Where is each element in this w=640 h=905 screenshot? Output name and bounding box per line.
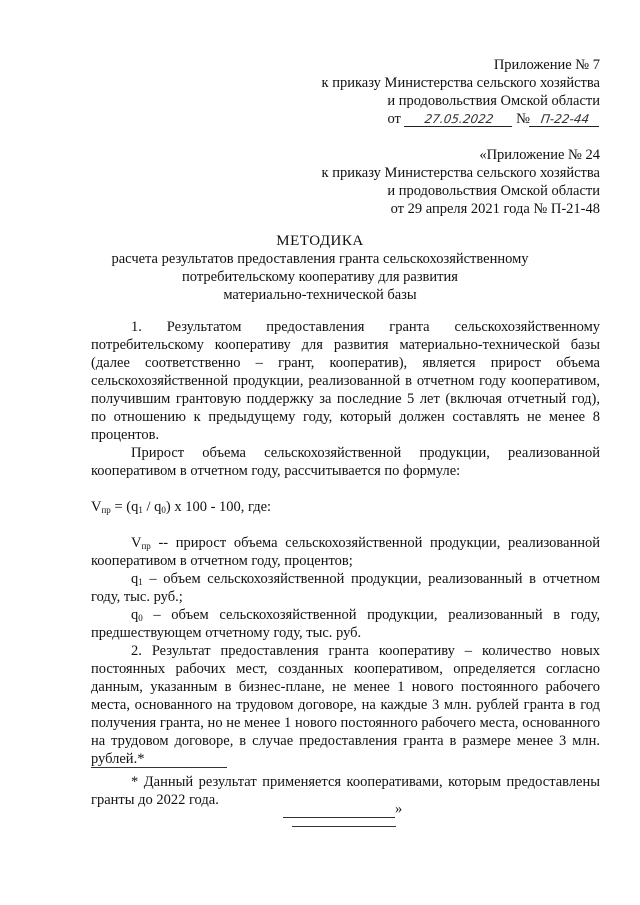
- formula-q1-sub: 1: [138, 505, 143, 515]
- paragraph-2: Прирост объема сельскохозяйственной продукции, реализованной кооперативом в отчетном году, рассчитывается по формуле:: [91, 445, 600, 479]
- formula-div: / q: [142, 499, 162, 515]
- bottom-separator: [292, 826, 396, 827]
- title-line-3: материально-технической базы: [223, 287, 417, 303]
- def-q0-text: – объем сельскохозяйственной продукции, реализованный в году, предшествующем отчетному году, тыс. руб.: [91, 607, 600, 641]
- annex-header-previous: [240, 146, 600, 218]
- def-q1-sub: 1: [138, 577, 143, 587]
- document-title: [0, 232, 640, 304]
- formula-q0-sub: 0: [161, 505, 166, 515]
- footnote-separator: [91, 767, 227, 768]
- annex-header-current: [240, 56, 600, 128]
- formula-rest: ) x 100 - 100, где:: [165, 499, 272, 515]
- prev-annex-ministry: к приказу Министерства сельского хозяйства: [321, 165, 600, 181]
- handwritten-date: 27.05.2022: [403, 112, 513, 127]
- def-v-sub: пр: [141, 541, 151, 551]
- from-label: от: [387, 111, 401, 127]
- closing-quote: »: [395, 801, 403, 817]
- title-line-2: потребительскому кооперативу для развития: [182, 269, 458, 285]
- annex-number: Приложение № 7: [493, 57, 600, 73]
- formula-v-sub: пр: [101, 505, 111, 515]
- definition-q0: [91, 606, 600, 642]
- def-v-symbol: V: [131, 535, 142, 551]
- prev-annex-number: «Приложение № 24: [479, 147, 600, 163]
- prev-annex-region: и продовольствия Омской области: [387, 183, 600, 199]
- annex-order-region: и продовольствия Омской области: [387, 93, 600, 109]
- formula: [91, 498, 600, 516]
- def-q0-symbol: q: [131, 607, 139, 623]
- closing-line: [283, 800, 403, 818]
- footnote-text: * Данный результат применяется кооперативами, которым предоставлены гранты до 2022 года.: [91, 774, 600, 808]
- def-q1-text: – объем сельскохозяйственной продукции, реализованный в отчетном году, тыс. руб.;: [91, 571, 600, 605]
- title-main: МЕТОДИКА: [276, 233, 364, 249]
- def-q1-symbol: q: [131, 571, 139, 587]
- document-body: [91, 318, 600, 768]
- closing-underline: [283, 803, 395, 818]
- definition-q1: [91, 570, 600, 606]
- annex-order-date-line: [240, 110, 600, 128]
- paragraph-3: 2. Результат предоставления гранта кооперативу – количество новых постоянных рабочих мест, созданных кооперативом, определяется согласно данным, указанным в бизнес-плане, не менее 1 нового постоянного рабочего места, основанного на трудовом договоре, на каждые 3 млн. рублей гранта в год получения гранта, но не менее 1 нового постоянного рабочего места, основанного на трудовом договоре, в случае предоставления гранта в размере менее 3 млн. рублей.*: [91, 643, 600, 767]
- annex-order-ministry: к приказу Министерства сельского хозяйства: [321, 75, 600, 91]
- formula-eq: = (q: [110, 499, 139, 515]
- prev-annex-date: от 29 апреля 2021 года № П-21-48: [390, 201, 600, 217]
- def-q0-sub: 0: [138, 613, 143, 623]
- paragraph-1: 1. Результатом предоставления гранта сельскохозяйственному потребительскому кооперативу для развития материально-технической базы (далее соответственно – грант, кооператив), является прирост объема сельскохозяйственной продукции, реализованной в отчетном году кооперативом, получившим грантовую поддержку за последние 5 лет (включая отчетный год), по отношению к предыдущему году, который должен составлять не менее 8 процентов.: [91, 319, 600, 443]
- formula-v: V: [91, 499, 102, 515]
- title-line-1: расчета результатов предоставления гранта сельскохозяйственному: [111, 251, 529, 267]
- def-v-text: -- прирост объема сельскохозяйственной продукции, реализованной кооперативом в отчетном году, процентов;: [91, 535, 600, 569]
- handwritten-order-number: П-22-44: [529, 112, 601, 127]
- definition-v: [91, 534, 600, 570]
- number-label: №: [516, 111, 530, 127]
